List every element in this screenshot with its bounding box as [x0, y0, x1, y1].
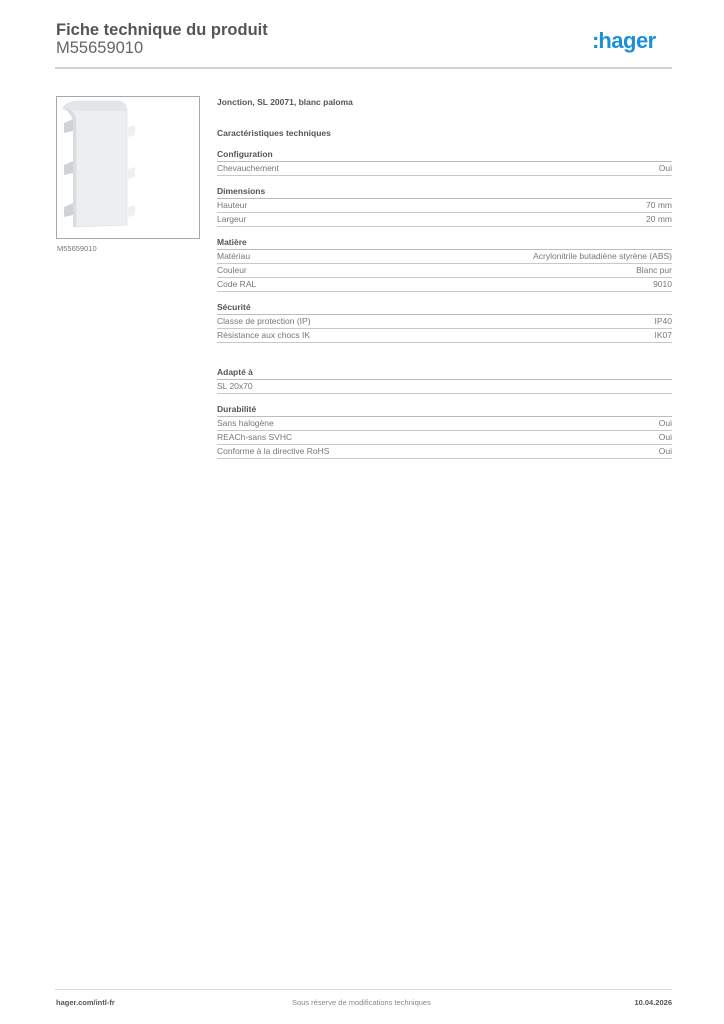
spec-row	[217, 445, 672, 459]
group-title: Matière	[217, 236, 672, 250]
group-title: Adapté à	[217, 366, 672, 380]
spec-label: Conforme à la directive RoHS	[217, 446, 330, 456]
spec-group-security	[217, 301, 672, 343]
spec-row	[217, 199, 672, 213]
spec-row	[217, 431, 672, 445]
spec-value: Oui	[658, 446, 672, 456]
spec-label: Chevauchement	[217, 163, 279, 173]
spec-value: 9010	[653, 279, 672, 289]
spec-row	[217, 213, 672, 227]
spec-row	[217, 417, 672, 431]
spec-label: SL 20x70	[217, 381, 253, 391]
spec-label: Couleur	[217, 265, 247, 275]
group-title: Durabilité	[217, 403, 672, 417]
spec-label: Matériau	[217, 251, 251, 261]
spec-row	[217, 329, 672, 343]
spec-group-dimensions	[217, 185, 672, 227]
header-divider	[55, 67, 672, 69]
spec-group-material	[217, 236, 672, 292]
spec-row	[217, 278, 672, 292]
product-code: M55659010	[56, 39, 144, 57]
content-column	[217, 96, 672, 459]
spec-value: 70 mm	[646, 200, 672, 210]
group-title: Sécurité	[217, 301, 672, 315]
spec-group-sustainability	[217, 403, 672, 459]
page-title: Fiche technique du produit	[56, 21, 268, 39]
logo-colon: :	[592, 28, 599, 53]
spec-row	[217, 162, 672, 176]
spec-row	[217, 264, 672, 278]
image-caption: M55659010	[57, 244, 97, 253]
footer-date: 10.04.2026	[634, 998, 672, 1007]
spec-label: Code RAL	[217, 279, 257, 289]
footer-divider	[55, 989, 672, 990]
spec-value: Blanc pur	[636, 265, 672, 275]
group-title: Dimensions	[217, 185, 672, 199]
product-junction-icon	[57, 97, 201, 240]
spec-value: Oui	[658, 163, 672, 173]
footer-website-link[interactable]: hager.com/intl-fr	[56, 998, 115, 1007]
spec-value: Oui	[658, 432, 672, 442]
spec-label: Largeur	[217, 214, 247, 224]
logo-text: hager	[598, 28, 656, 53]
spec-label: Sans halogène	[217, 418, 274, 428]
spec-label: Classe de protection (IP)	[217, 316, 311, 326]
spec-label: Résistance aux chocs IK	[217, 330, 311, 340]
spec-value: Acrylonitrile butadiène styrène (ABS)	[533, 251, 672, 261]
footer-disclaimer: Sous réserve de modifications techniques	[292, 998, 431, 1007]
product-image	[56, 96, 200, 239]
spec-value: IK07	[654, 330, 672, 340]
specs-heading: Caractéristiques techniques	[217, 128, 331, 138]
group-title: Configuration	[217, 148, 672, 162]
spec-value: 20 mm	[646, 214, 672, 224]
product-name: Jonction, SL 20071, blanc paloma	[217, 97, 353, 107]
spec-row	[217, 315, 672, 329]
spec-label: Hauteur	[217, 200, 248, 210]
spec-row	[217, 380, 672, 394]
spec-group-compatible-with	[217, 366, 672, 394]
spec-value: IP40	[654, 316, 672, 326]
hager-logo	[592, 28, 656, 54]
spec-label: REACh-sans SVHC	[217, 432, 293, 442]
spec-value: Oui	[658, 418, 672, 428]
spec-row	[217, 250, 672, 264]
spec-group-configuration	[217, 148, 672, 176]
